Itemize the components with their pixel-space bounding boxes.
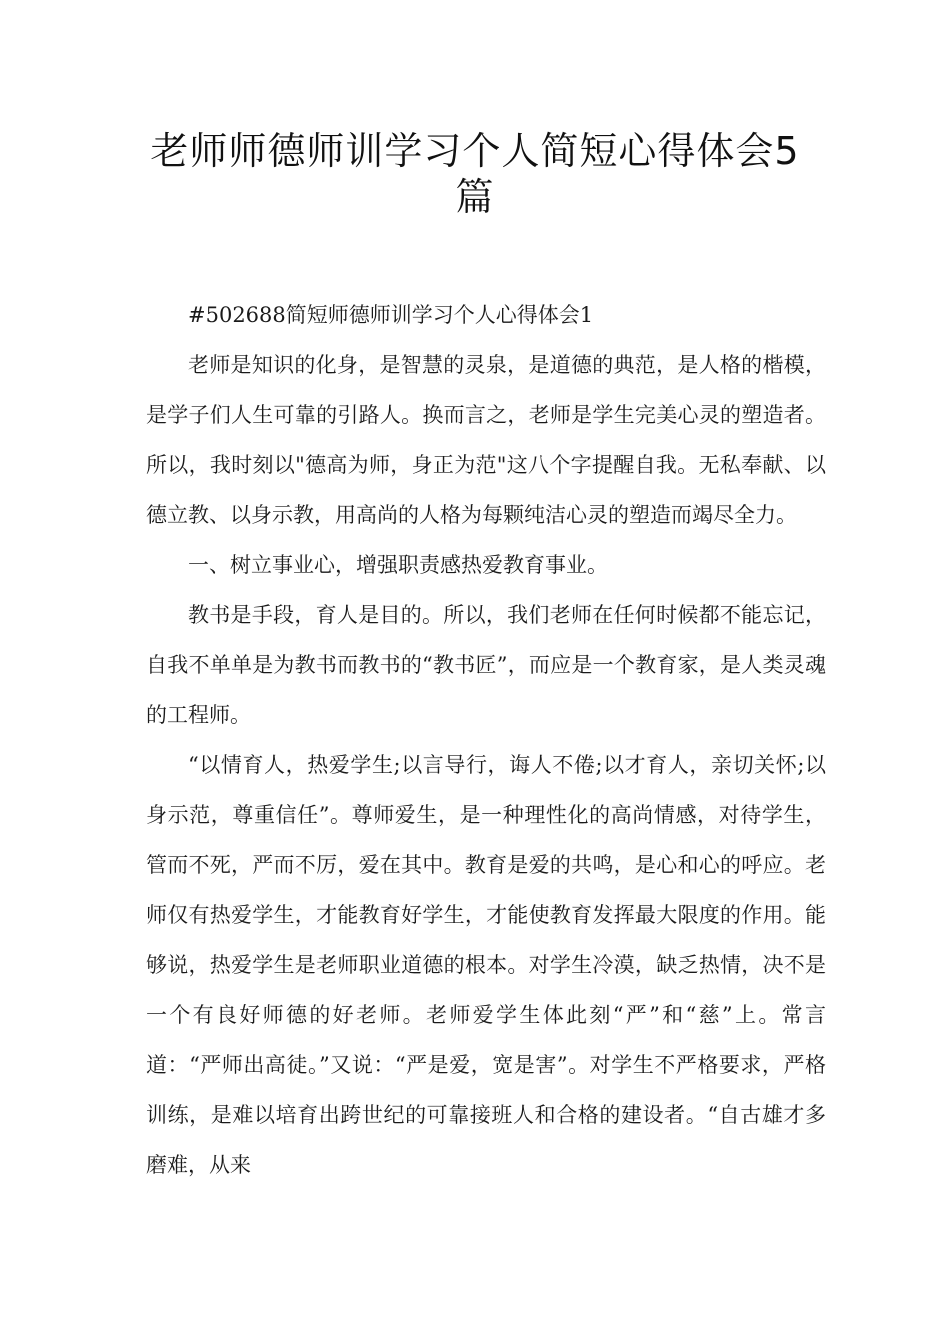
section-heading-1: 一、树立事业心，增强职责感热爱教育事业。 [188,553,608,577]
document-body [146,290,826,1190]
section-subheading: #502688简短师德师训学习个人心得体会1 [188,303,594,327]
paragraph-1: 老师是知识的化身，是智慧的灵泉，是道德的典范，是人格的楷模，是学子们人生可靠的引路人。换而言之，老师是学生完美心灵的塑造者。所以，我时刻以"德高为师，身正为范"这八个字提醒自我。无私奉献、以德立教、以身示教，用高尚的人格为每颗纯洁心灵的塑造而竭尽全力。 [146,353,826,527]
document-title: 老师师德师训学习个人简短心得体会5篇 [150,129,800,219]
paragraph-2: 教书是手段，育人是目的。所以，我们老师在任何时候都不能忘记，自我不单单是为教书而教书的“教书匠”，而应是一个教育家，是人类灵魂的工程师。 [146,603,826,727]
paragraph-3: “以情育人，热爱学生;以言导行，诲人不倦;以才育人，亲切关怀;以身示范，尊重信任”。尊师爱生，是一种理性化的高尚情感，对待学生，管而不死，严而不厉，爱在其中。教育是爱的共鸣，是心和心的呼应。老师仅有热爱学生，才能教育好学生，才能使教育发挥最大限度的作用。能够说，热爱学生是老师职业道德的根本。对学生冷漠，缺乏热情，决不是一个有良好师德的好老师。老师爱学生体此刻“严”和“慈”上。常言道：“严师出高徒。”又说：“严是爱，宽是害”。对学生不严格要求，严格训练，是难以培育出跨世纪的可靠接班人和合格的建设者。“自古雄才多磨难，从来 [146,753,826,1177]
